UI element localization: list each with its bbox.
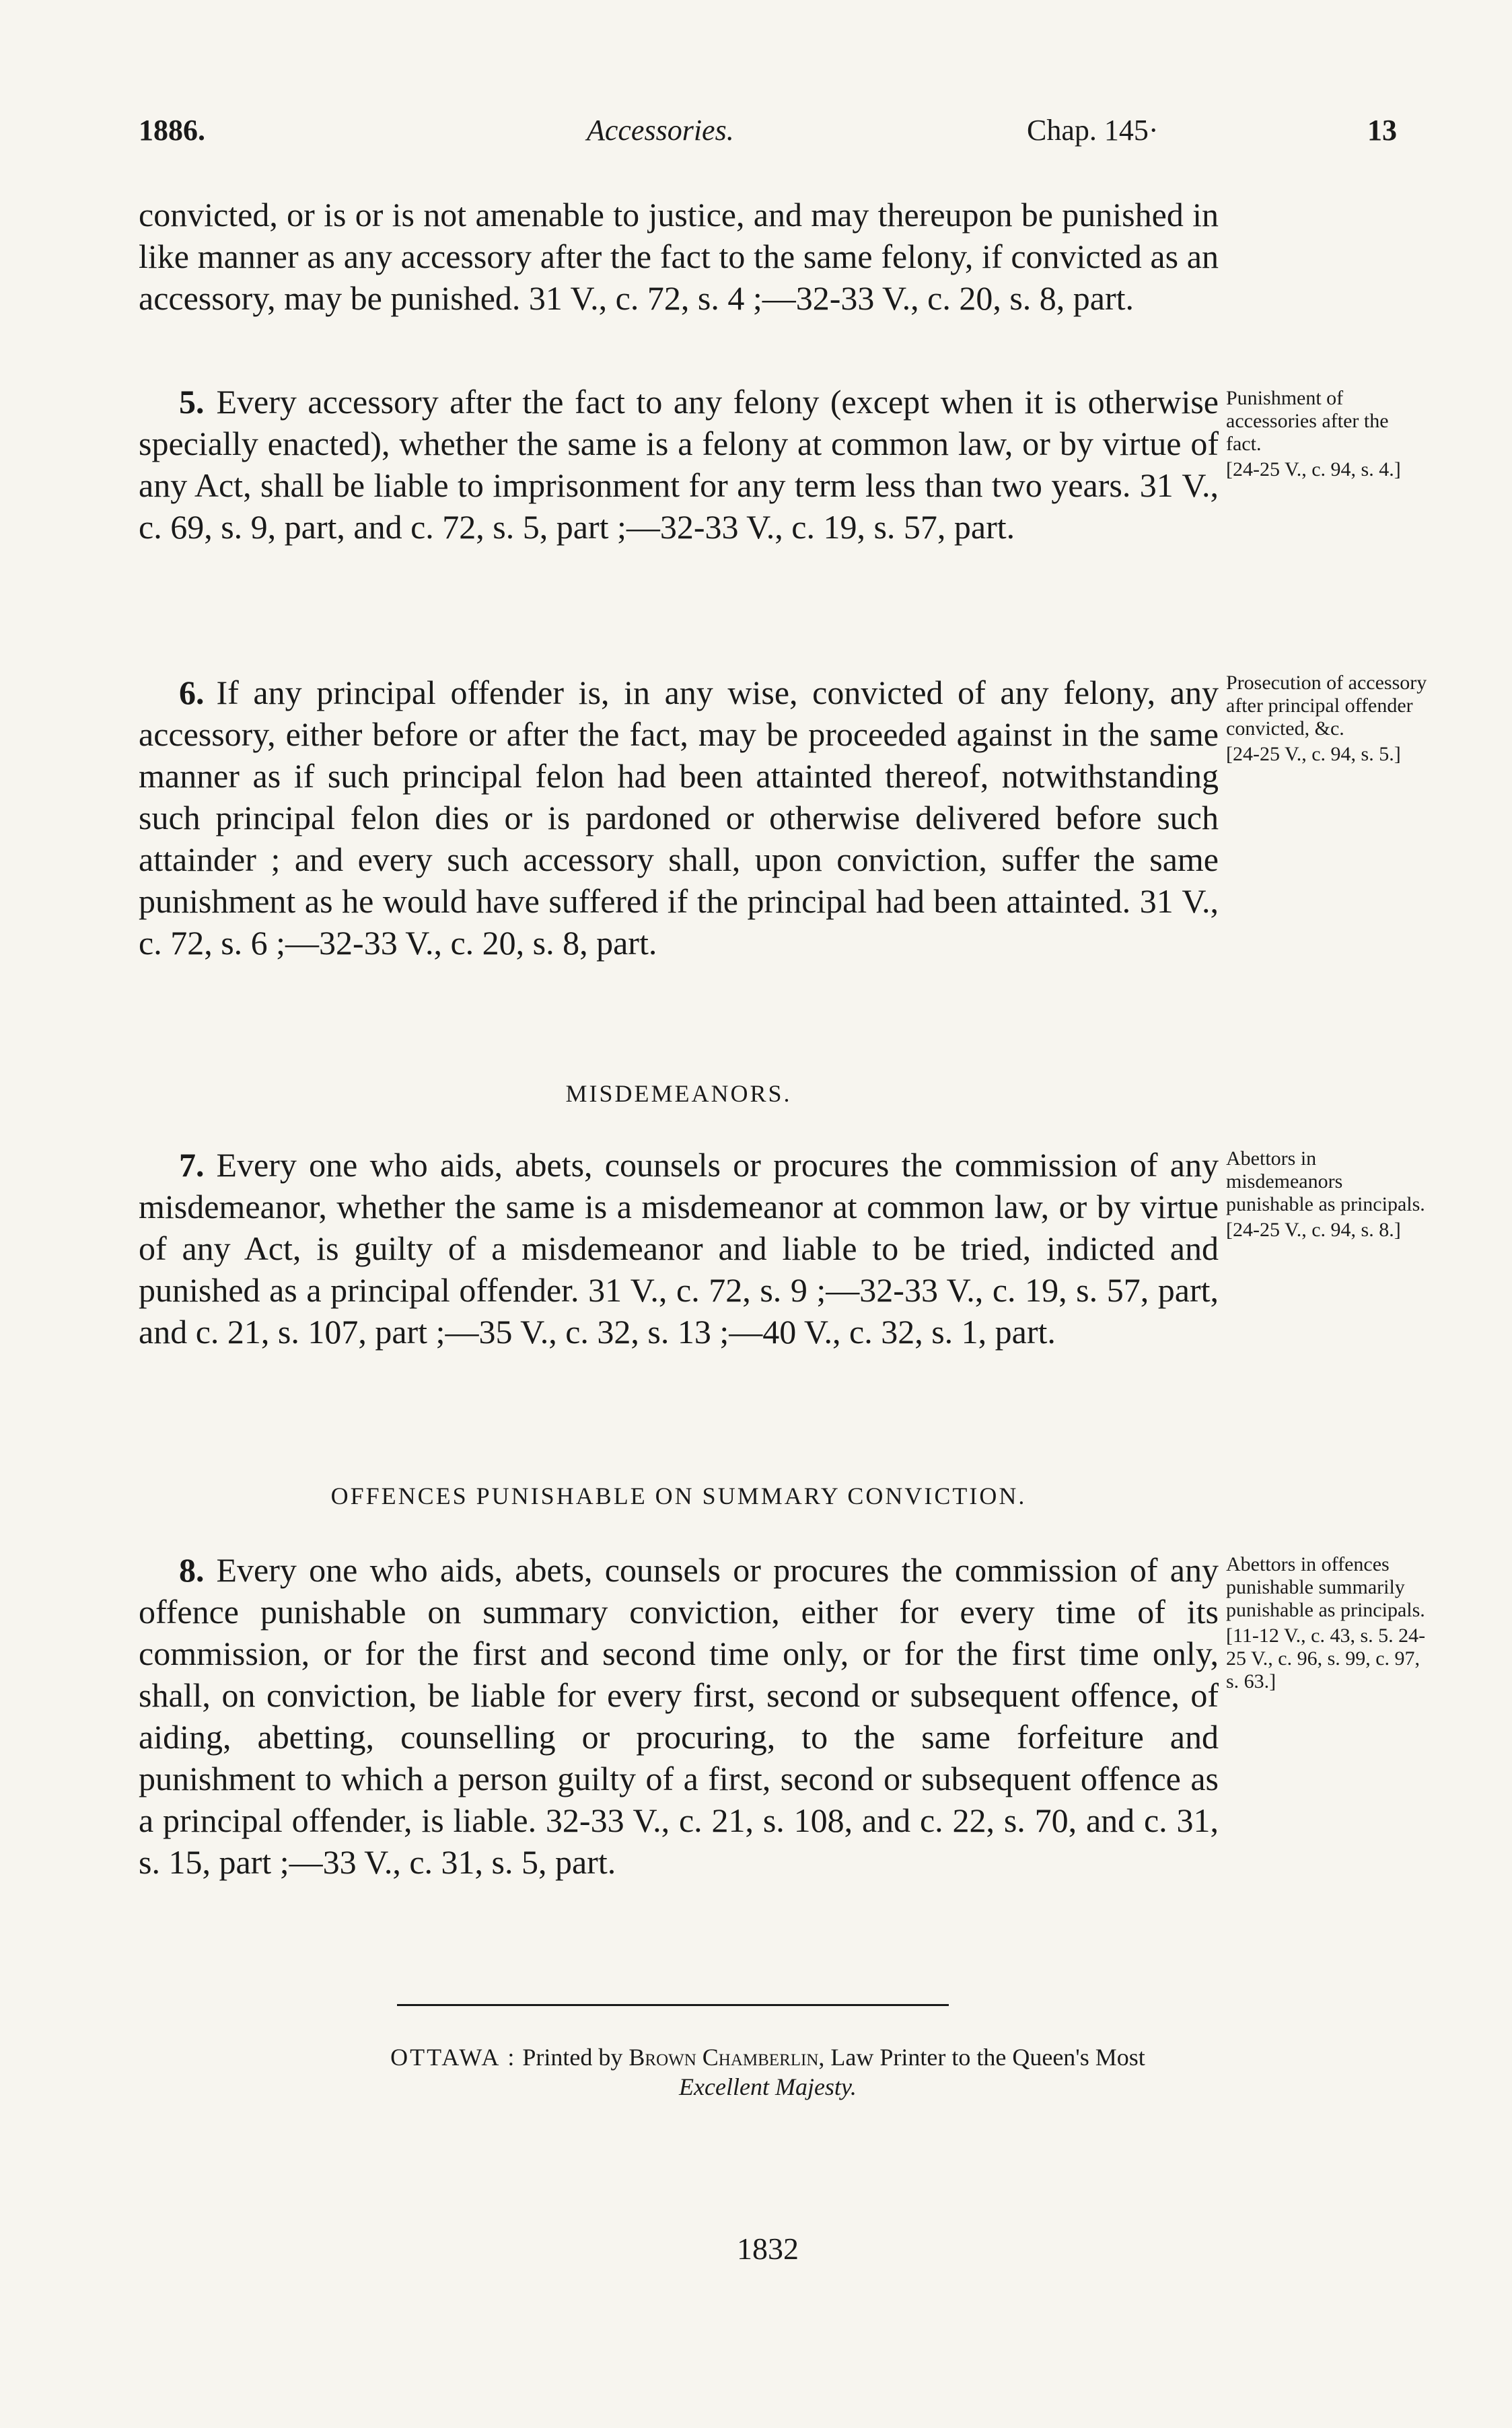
continuation-text: convicted, or is or is not amenable to justice, and may thereupon be punished in like manner as any accessory after the fact to the same felony, if convicted as an accessory, may be punished. (139, 196, 1219, 317)
imprint-place: OTTAWA : (390, 2044, 517, 2071)
margin-note-section-7 (1226, 1147, 1428, 1242)
section-number: 5. (179, 383, 205, 421)
margin-note-section-6 (1226, 672, 1428, 766)
folio-number: 1832 (737, 2231, 799, 2266)
section-5 (139, 381, 1219, 548)
running-head (139, 113, 1397, 160)
section-citation: 31 V., c. 69, s. 9, part, and c. 72, s. 5, part ;—32-33 V., c. 19, s. 57, part. (139, 466, 1219, 546)
continuation-paragraph (139, 194, 1219, 319)
section-citation: 31 V., c. 72, s. 6 ;—32-33 V., c. 20, s. 8, part. (139, 882, 1219, 962)
imprint-printed-by: Printed by (522, 2044, 623, 2071)
running-head-page-number: 13 (1367, 114, 1397, 147)
margin-note-title: Abettors in misdemeanors punishable as principals. (1226, 1147, 1425, 1215)
margin-note-title: Prosecution of accessory after principal offender convicted, &c. (1226, 672, 1427, 740)
imprint-divider (397, 2004, 949, 2006)
section-number: 8. (179, 1551, 205, 1589)
heading-summary-conviction: OFFENCES PUNISHABLE ON SUMMARY CONVICTION. (330, 1483, 1027, 1509)
margin-note-reference: [24-25 V., c. 94, s. 4.] (1226, 458, 1401, 480)
section-citation: 31 V., c. 72, s. 9 ;—32-33 V., c. 19, s. 57, part, and c. 21, s. 107, part ;—35 V., c. 32, s. 13 ;—40 V., c. 32, s. 1, part. (139, 1271, 1219, 1351)
section-7 (139, 1144, 1219, 1353)
section-citation: 32-33 V., c. 21, s. 108, and c. 22, s. 70, and c. 31, s. 15, part ;—33 V., c. 31, s. 5, part. (139, 1801, 1219, 1881)
margin-note-section-5 (1226, 387, 1428, 481)
margin-note-title: Punishment of accessories after the fact. (1226, 387, 1389, 455)
section-6 (139, 672, 1219, 964)
imprint-printer: Brown Chamberlin, (628, 2044, 825, 2071)
running-head-chapter: Chap. 145· (1027, 114, 1159, 147)
continuation-citation: 31 V., c. 72, s. 4 ;—32-33 V., c. 20, s. 8, part. (528, 279, 1135, 317)
imprint-rest: Law Printer to the Queen's Most (830, 2044, 1145, 2071)
section-number: 7. (179, 1146, 205, 1184)
running-head-title: Accessories. (587, 114, 734, 147)
margin-note-reference: [11-12 V., c. 43, s. 5. 24-25 V., c. 96, s. 99, c. 97, s. 63.] (1226, 1624, 1426, 1692)
section-text: Every accessory after the fact to any felony (except when it is otherwise specially enacted), whether the same is a felony at common law, or by virtue of any Act, shall be liable to imprisonment for any term less than two years. (139, 383, 1219, 504)
section-8 (139, 1549, 1219, 1883)
section-number: 6. (179, 674, 205, 711)
heading-misdemeanors: MISDEMEANORS. (565, 1080, 792, 1107)
section-text: Every one who aids, abets, counsels or procures the commission of any misdemeanor, whether the same is a misdemeanor at common law, or by virtue of any Act, is guilty of a misdemeanor and liable to be tried, indicted and punished as a principal offender. (139, 1146, 1219, 1309)
imprint-line-2: Excellent Majesty. (679, 2073, 857, 2100)
section-text: If any principal offender is, in any wise, convicted of any felony, any accessory, either before or after the fact, may be proceeded against in the same manner as if such principal felon had been attainted thereof, notwithstanding such principal felon dies or is pardoned or otherwise delivered before such attainder ; and every such accessory shall, upon conviction, suffer the same punishment as he would have suffered if the principal had been attainted. (139, 674, 1219, 920)
margin-note-reference: [24-25 V., c. 94, s. 5.] (1226, 743, 1401, 765)
running-head-year: 1886. (139, 114, 205, 147)
printer-imprint (139, 2042, 1397, 2102)
margin-note-section-8 (1226, 1553, 1428, 1693)
section-text: Every one who aids, abets, counsels or procures the commission of any offence punishable on summary conviction, either for every time of its commission, or for the first and second time only, or for the first time only, shall, on conviction, be liable for every first, second or subsequent offence, of aiding, abetting, counselling or procuring, to the same forfeiture and punishment to which a person guilty of a first, second or subsequent offence as a principal offender, is liable. (139, 1551, 1219, 1839)
margin-note-title: Abettors in offences punishable summarily punishable as principals. (1226, 1553, 1425, 1621)
margin-note-reference: [24-25 V., c. 94, s. 8.] (1226, 1219, 1401, 1241)
